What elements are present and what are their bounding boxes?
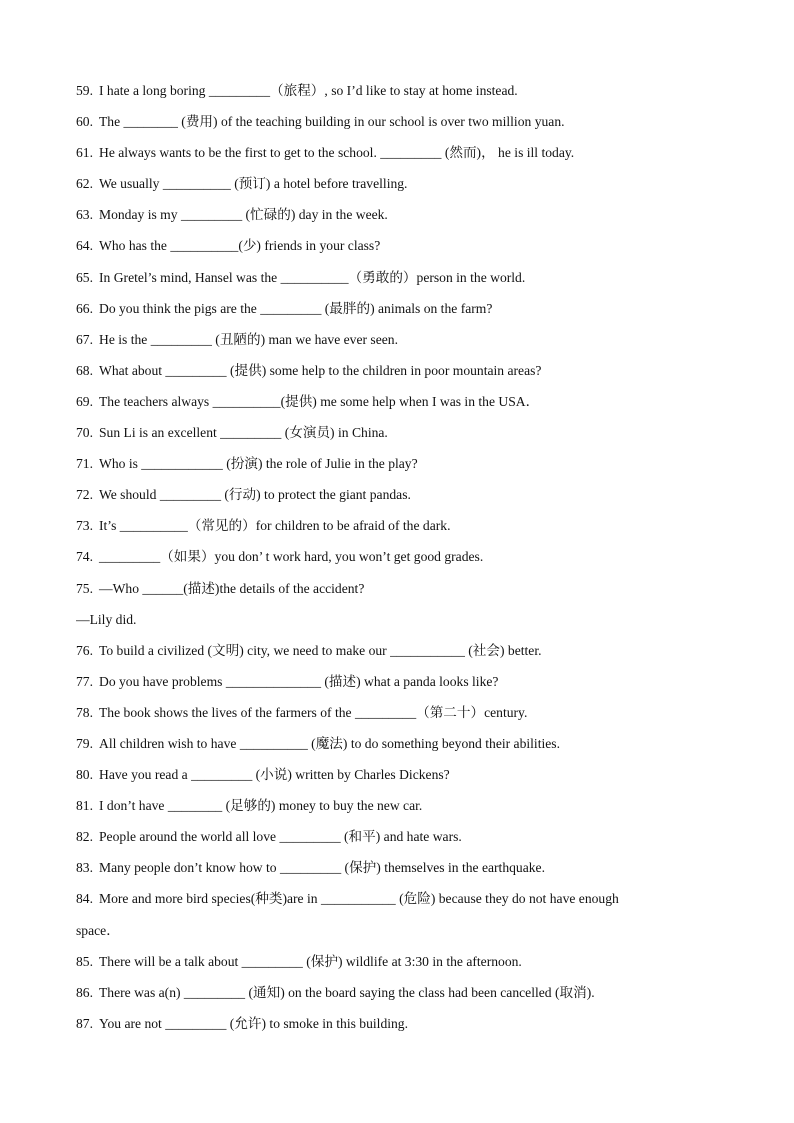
exercise-line: [76, 573, 726, 604]
exercise-line: [76, 635, 726, 666]
exercise-number: 59.: [76, 83, 93, 98]
exercise-text: It’s __________（常见的）for children to be afraid of the dark.: [99, 518, 451, 534]
exercise-text: Do you have problems ______________ (描述) what a panda looks like?: [99, 673, 499, 689]
exercise-number: 74.: [76, 549, 93, 565]
exercise-number: 67.: [76, 331, 93, 347]
exercise-number: 68.: [76, 362, 93, 378]
exercise-number: 78.: [76, 704, 93, 720]
exercise-number: 62.: [76, 176, 93, 192]
exercise-number: 86.: [76, 984, 93, 1000]
exercise-line: [76, 541, 726, 572]
exercise-text: Who has the __________(少) friends in your class?: [99, 238, 381, 254]
exercise-line: [76, 479, 726, 510]
exercise-number: 72.: [76, 487, 93, 503]
exercise-text: People around the world all love _________ (和平) and hate wars.: [99, 829, 462, 845]
exercise-line: [76, 75, 726, 106]
exercise-list: [76, 75, 726, 1039]
exercise-line: [76, 106, 726, 137]
exercise-text: You are not _________ (允许) to smoke in this building.: [99, 1015, 409, 1031]
exercise-text: The ________ (费用) of the teaching building in our school is over two million yuan.: [99, 114, 565, 130]
exercise-number: 63.: [76, 207, 93, 223]
exercise-text: space．: [76, 922, 120, 938]
exercise-number: 61.: [76, 145, 93, 161]
exercise-text: Sun Li is an excellent _________ (女演员) in China.: [99, 425, 388, 441]
exercise-text: I hate a long boring _________（旅程）, so I’d like to stay at home instead.: [99, 83, 518, 98]
exercise-line: [76, 697, 726, 728]
exercise-line: [76, 386, 726, 417]
exercise-line: [76, 199, 726, 230]
exercise-text: We usually __________ (预订) a hotel before travelling.: [99, 176, 408, 192]
exercise-number: 75.: [76, 580, 93, 596]
exercise-line: [76, 728, 726, 759]
exercise-line: [76, 883, 726, 914]
exercise-line: [76, 230, 726, 261]
exercise-text: I don’t have ________ (足够的) money to buy the new car.: [99, 798, 423, 814]
exercise-text: Who is ____________ (扮演) the role of Julie in the play?: [99, 456, 418, 472]
exercise-line: [76, 946, 726, 977]
exercise-text: There will be a talk about _________ (保护) wildlife at 3:30 in the afternoon.: [99, 953, 522, 969]
exercise-number: 79.: [76, 735, 93, 751]
exercise-number: 64.: [76, 238, 93, 254]
exercise-line: [76, 510, 726, 541]
exercise-number: 82.: [76, 829, 93, 845]
exercise-text: The teachers always __________(提供) me some help when I was in the USA．: [99, 393, 540, 409]
exercise-number: 81.: [76, 798, 93, 814]
exercise-number: 80.: [76, 767, 93, 783]
exercise-number: 87.: [76, 1015, 93, 1031]
exercise-number: 76.: [76, 642, 93, 658]
exercise-text: What about _________ (提供) some help to the children in poor mountain areas?: [99, 362, 542, 378]
exercise-text: To build a civilized (文明) city, we need to make our ___________ (社会) better.: [99, 642, 542, 658]
exercise-line: [76, 821, 726, 852]
exercise-text: He always wants to be the first to get to the school. _________ (然而)， he is ill today.: [99, 145, 575, 161]
exercise-number: 77.: [76, 673, 93, 689]
exercise-line: [76, 604, 726, 635]
exercise-line: [76, 852, 726, 883]
exercise-line: [76, 666, 726, 697]
exercise-number: 65.: [76, 269, 93, 285]
exercise-number: 66.: [76, 300, 93, 316]
exercise-text: In Gretel’s mind, Hansel was the __________（勇敢的）person in the world.: [99, 269, 526, 285]
exercise-line: [76, 1008, 726, 1039]
exercise-number: 73.: [76, 518, 93, 534]
exercise-number: 83.: [76, 860, 93, 876]
exercise-line: [76, 759, 726, 790]
exercise-number: 71.: [76, 456, 93, 472]
exercise-line: [76, 355, 726, 386]
exercise-number: 70.: [76, 425, 93, 441]
exercise-text: More and more bird species(种类)are in ___________ (危险) because they do not have enough: [99, 891, 619, 907]
exercise-text: Have you read a _________ (小说) written by Charles Dickens?: [99, 767, 450, 783]
exercise-line: [76, 915, 726, 946]
exercise-text: Do you think the pigs are the _________ (最胖的) animals on the farm?: [99, 300, 493, 316]
exercise-line: [76, 137, 726, 168]
exercise-text: We should _________ (行动) to protect the giant pandas.: [99, 487, 411, 503]
exercise-text: _________（如果）you don’ t work hard, you won’t get good grades.: [99, 549, 484, 565]
exercise-text: —Who ______(描述)the details of the accident?: [99, 580, 365, 596]
exercise-number: 69.: [76, 393, 93, 409]
exercise-number: 84.: [76, 891, 93, 907]
exercise-line: [76, 448, 726, 479]
exercise-line: [76, 790, 726, 821]
exercise-line: [76, 262, 726, 293]
exercise-text: —Lily did.: [76, 611, 137, 627]
exercise-text: The book shows the lives of the farmers of the _________（第二十）century.: [99, 704, 528, 720]
exercise-line: [76, 168, 726, 199]
exercise-text: He is the _________ (丑陋的) man we have ever seen.: [99, 331, 398, 347]
exercise-line: [76, 977, 726, 1008]
exercise-text: All children wish to have __________ (魔法) to do something beyond their abilities.: [99, 735, 560, 751]
exercise-line: [76, 324, 726, 355]
exercise-number: 60.: [76, 114, 93, 130]
exercise-text: There was a(n) _________ (通知) on the board saying the class had been cancelled (取消).: [99, 984, 595, 1000]
exercise-text: Many people don’t know how to _________ (保护) themselves in the earthquake.: [99, 860, 545, 876]
exercise-line: [76, 293, 726, 324]
exercise-number: 85.: [76, 953, 93, 969]
exercise-line: [76, 417, 726, 448]
exercise-text: Monday is my _________ (忙碌的) day in the week.: [99, 207, 388, 223]
